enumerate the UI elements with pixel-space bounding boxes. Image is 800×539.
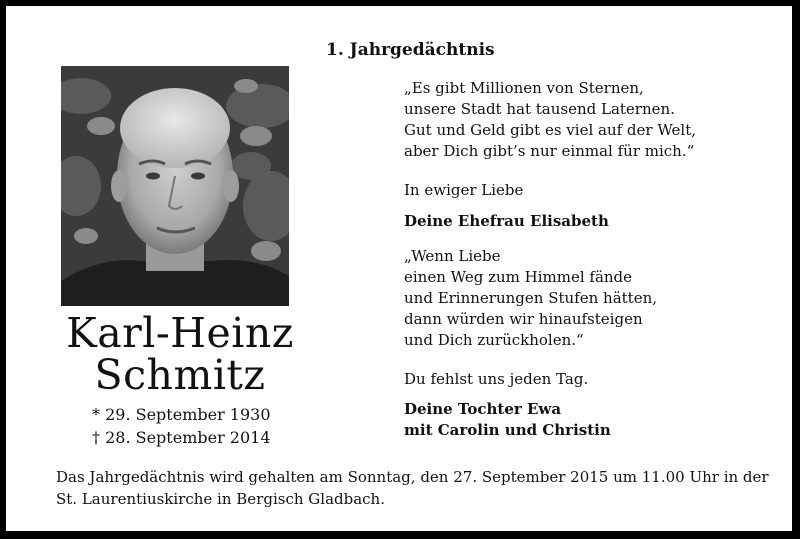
- service-announcement: [56, 466, 776, 510]
- quote-line: unsere Stadt hat tausend Laternen.: [404, 100, 675, 118]
- quote-two: [404, 246, 657, 351]
- signer-line: Deine Tochter Ewa: [404, 400, 562, 418]
- signer-one: Deine Ehefrau Elisabeth: [404, 212, 609, 230]
- quote-line: „Es gibt Millionen von Sternen,: [404, 79, 644, 97]
- quote-line: und Dich zurückholen.“: [404, 331, 584, 349]
- quote-one: [404, 78, 696, 162]
- quote-line: aber Dich gibt’s nur einmal für mich.“: [404, 142, 695, 160]
- quote-line: „Wenn Liebe: [404, 247, 501, 265]
- closing-two: Du fehlst uns jeden Tag.: [404, 370, 589, 388]
- footer-line: Das Jahrgedächtnis wird gehalten am Sonntag, den 27. September 2015 um 11.00 Uhr in der: [56, 468, 769, 486]
- last-name: Schmitz: [94, 351, 266, 399]
- notice-heading: 1. Jahrgedächtnis: [326, 40, 495, 60]
- quote-line: Gut und Geld gibt es viel auf der Welt,: [404, 121, 697, 139]
- obituary-notice: [6, 6, 792, 531]
- portrait-image: [61, 66, 289, 306]
- life-dates: [92, 403, 271, 449]
- deceased-name: [26, 309, 334, 399]
- footer-line: St. Laurentiuskirche in Bergisch Gladbach.: [56, 490, 385, 508]
- quote-line: dann würden wir hinaufsteigen: [404, 310, 643, 328]
- portrait-photo: [61, 66, 289, 306]
- birth-date: * 29. September 1930: [92, 405, 271, 424]
- signer-two: [404, 399, 611, 441]
- first-name: Karl-Heinz: [66, 309, 294, 357]
- quote-line: einen Weg zum Himmel fände: [404, 268, 633, 286]
- closing-one: In ewiger Liebe: [404, 181, 524, 199]
- signer-line: mit Carolin und Christin: [404, 421, 611, 439]
- quote-line: und Erinnerungen Stufen hätten,: [404, 289, 657, 307]
- death-date: † 28. September 2014: [92, 428, 271, 447]
